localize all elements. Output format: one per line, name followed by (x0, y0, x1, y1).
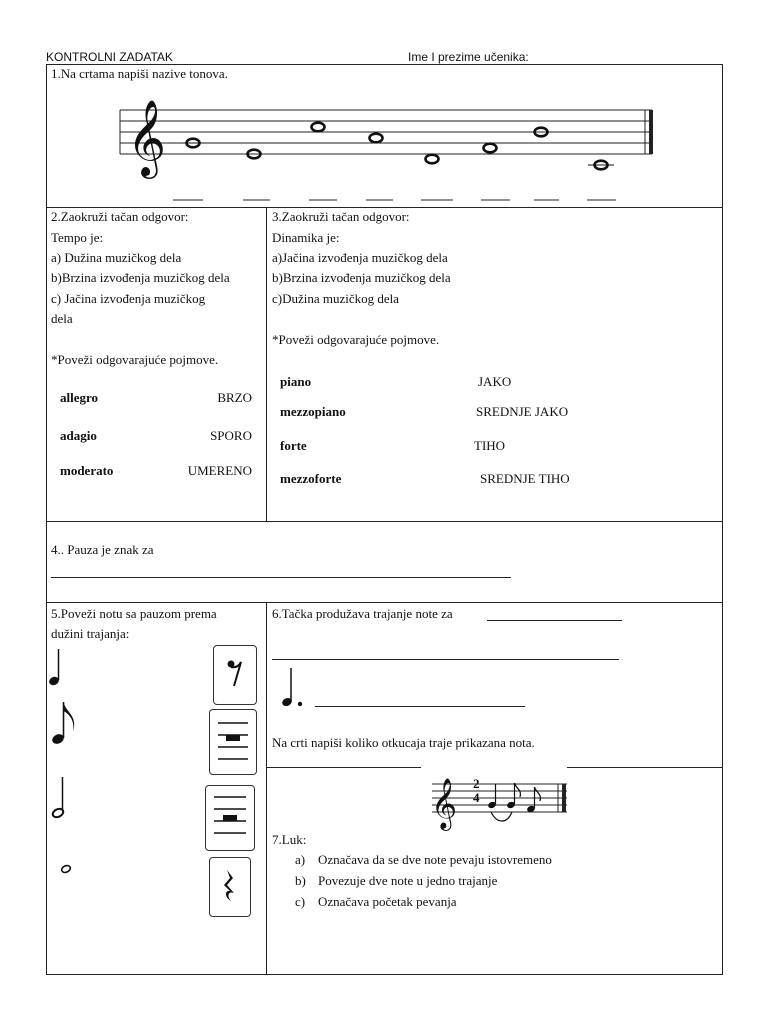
task1-title: 1.Na crtama napiši nazive tonova. (51, 66, 228, 81)
task6-title: 6.Tačka produžava trajanje note za (272, 606, 453, 621)
svg-text:𝄞: 𝄞 (127, 99, 167, 176)
task7-option-c-text: Označava početak pevanja (318, 894, 457, 909)
term-forte: forte (280, 438, 307, 453)
term-mezzopiano: mezzopiano (280, 404, 346, 419)
task2-question: Tempo je: (51, 230, 104, 245)
task7-title: 7.Luk: (272, 832, 307, 847)
task7-option-a-text: Označava da se dve note pevaju istovremeno (318, 852, 552, 867)
time-signature-bottom: 4 (473, 790, 480, 805)
task2-title: 2.Zaokruži tačan odgovor: (51, 209, 189, 224)
task3-question: Dinamika je: (272, 230, 340, 245)
task7-option-c-letter: c) (295, 894, 306, 909)
meaning-sporo: SPORO (210, 428, 252, 443)
student-name-label: Ime I prezime učenika: (408, 50, 529, 64)
task2-option-b: b)Brzina izvođenja muzičkog dela (51, 270, 230, 285)
task3-option-a: a)Jačina izvođenja muzičkog dela (272, 250, 448, 265)
meaning-srednje-tiho: SREDNJE TIHO (480, 471, 570, 486)
task7-option-a-letter: a) (295, 852, 306, 867)
task2-option-c: c) Jačina izvođenja muzičkog (51, 291, 206, 306)
task5-title-line2: dužini trajanja: (51, 626, 130, 641)
task7-option-b-letter: b) (295, 873, 306, 888)
task2-option-c-cont: dela (51, 311, 73, 326)
term-allegro: allegro (60, 390, 99, 405)
worksheet-title: KONTROLNI ZADATAK (46, 50, 173, 64)
time-signature-top: 2 (473, 776, 480, 791)
term-mezzoforte: mezzoforte (280, 471, 342, 486)
task3-connect: *Poveži odgovarajuće pojmove. (272, 332, 440, 347)
meaning-tiho: TIHO (474, 438, 506, 453)
meaning-umereno: UMERENO (187, 463, 252, 478)
task7-option-b-text: Povezuje dve note u jedno trajanje (318, 873, 498, 888)
meaning-jako: JAKO (478, 374, 512, 389)
task5-title-line1: 5.Poveži notu sa pauzom prema (51, 606, 217, 621)
task2-connect: *Poveži odgovarajuće pojmove. (51, 352, 219, 367)
term-adagio: adagio (60, 428, 97, 443)
task3-option-b: b)Brzina izvođenja muzičkog dela (272, 270, 451, 285)
task3-title: 3.Zaokruži tačan odgovor: (272, 209, 410, 224)
task6-instruction: Na crti napiši koliko otkucaja traje prikazana nota. (272, 735, 535, 750)
meaning-brzo: BRZO (217, 390, 252, 405)
task3-option-c: c)Dužina muzičkog dela (272, 291, 400, 306)
task4-title: 4.. Pauza je znak za (51, 542, 154, 557)
meaning-srednje-jako: SREDNJE JAKO (476, 404, 569, 419)
svg-text:𝄞: 𝄞 (431, 778, 458, 829)
term-piano: piano (280, 374, 312, 389)
term-moderato: moderato (60, 463, 114, 478)
task2-option-a: a) Dužina muzičkog dela (51, 250, 182, 265)
